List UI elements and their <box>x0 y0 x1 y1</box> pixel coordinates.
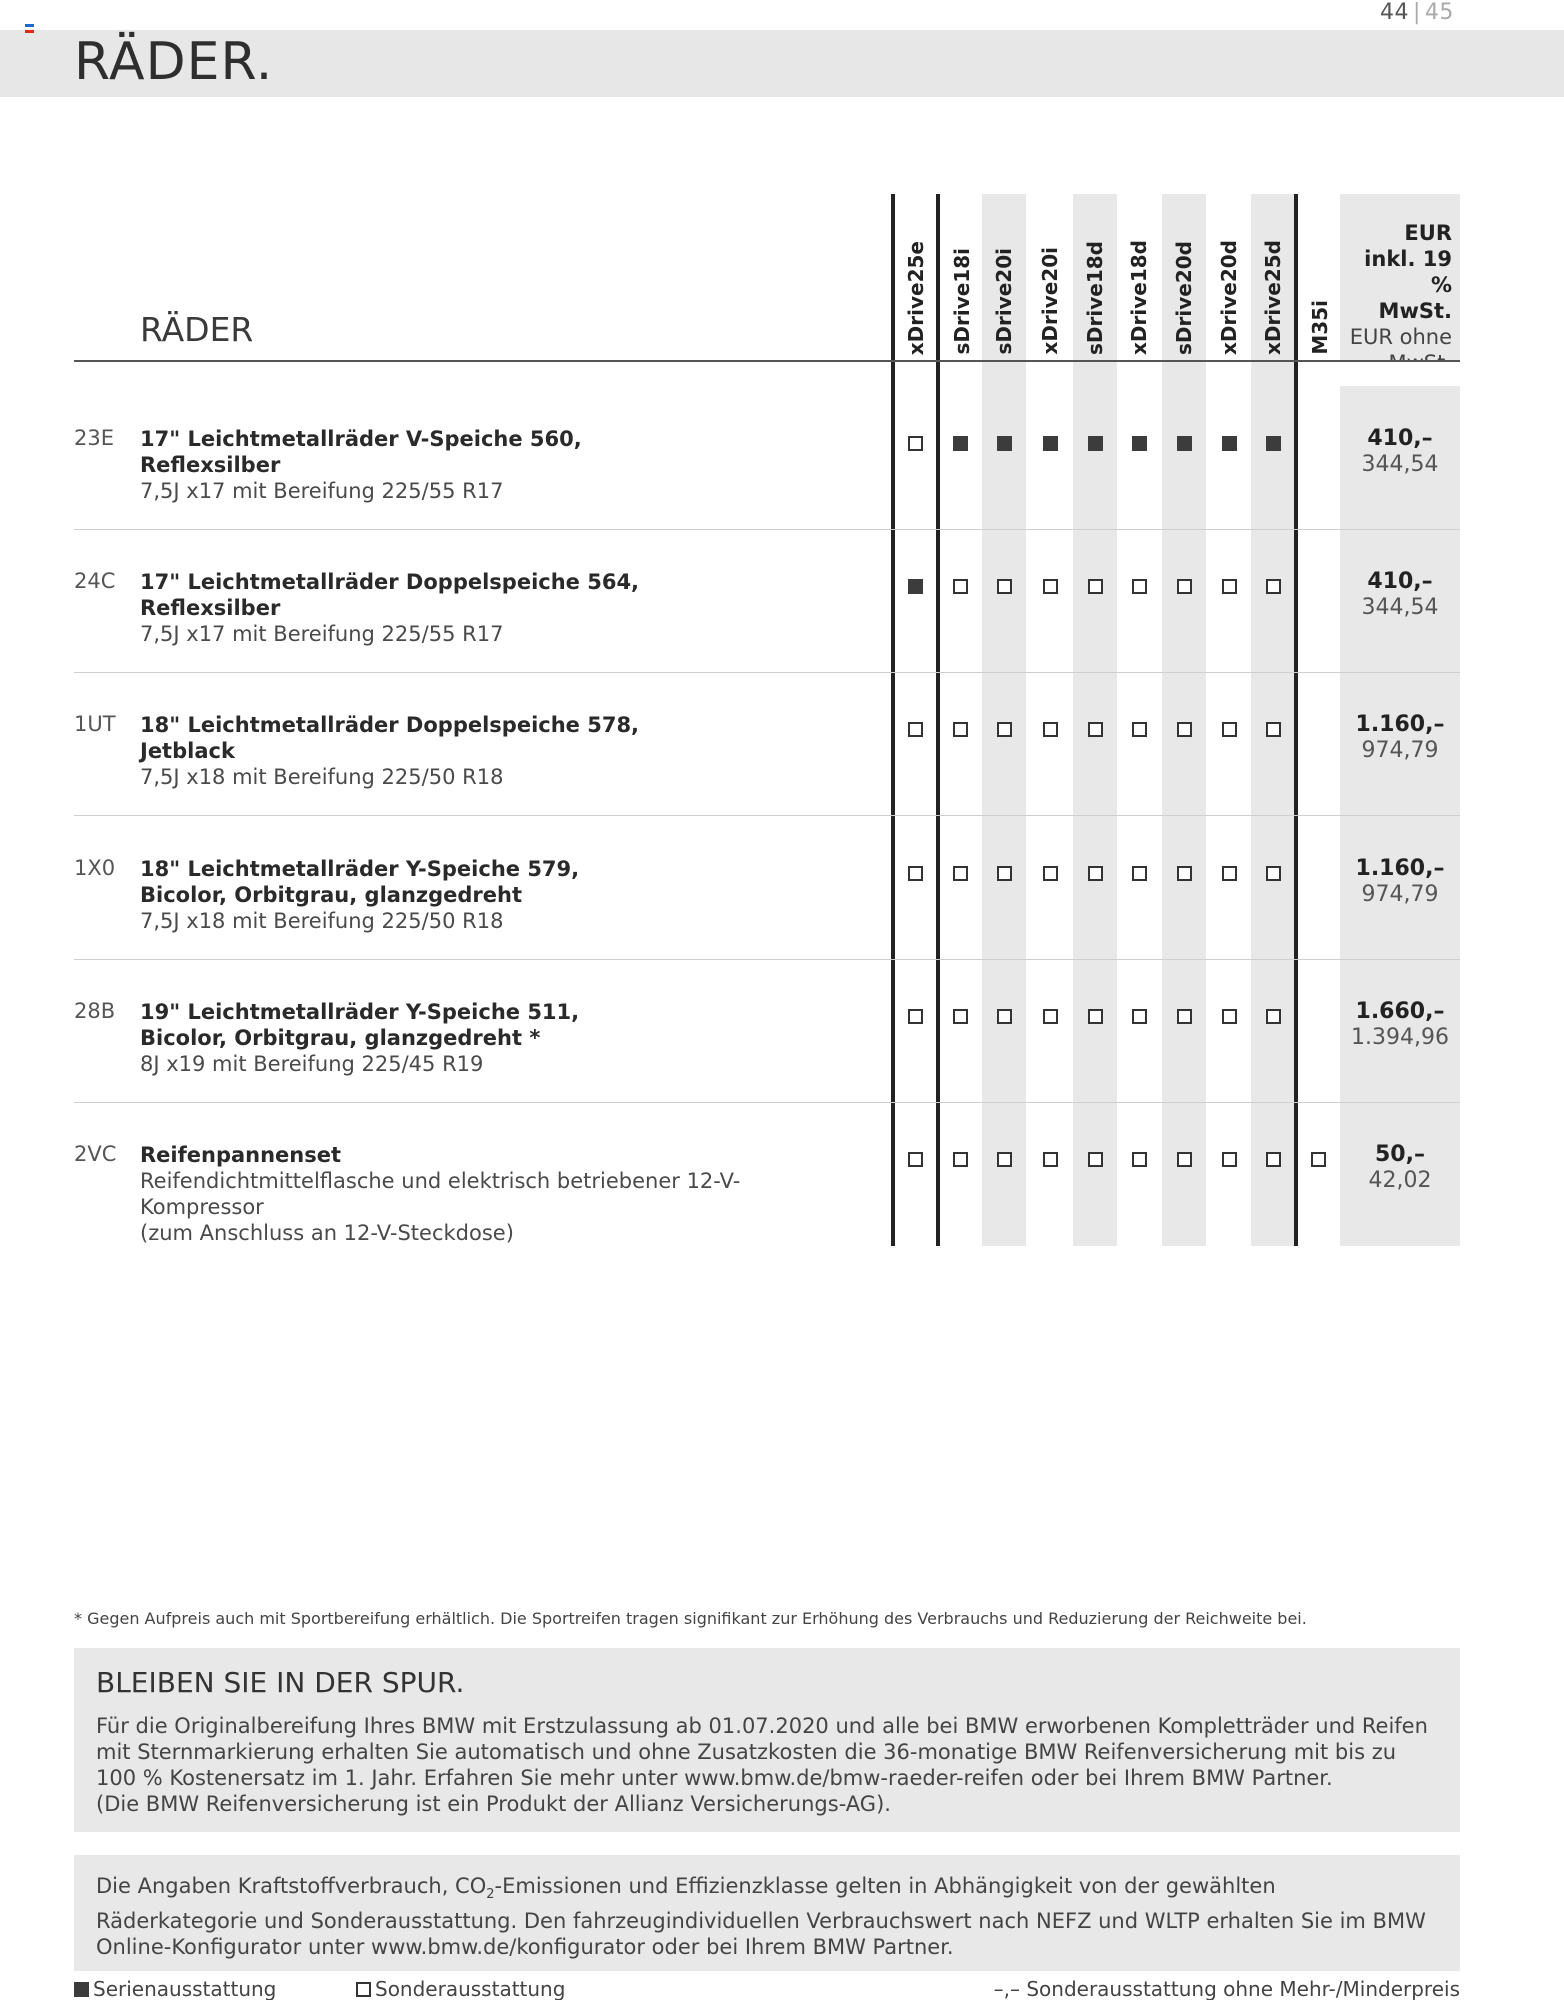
price-incl-vat: 410,– <box>1367 569 1433 594</box>
row-divider <box>74 672 1460 673</box>
option-spec: Reifendichtmittelflasche und elektrisch betriebener 12-V-Kompressor <box>140 1169 741 1219</box>
page-title: RÄDER. <box>74 32 274 92</box>
price-excl-vat: 974,79 <box>1361 882 1439 907</box>
option-name: 17" Leichtmetallräder V-Speiche 560, <box>140 427 582 451</box>
standard-equipment-marker <box>908 579 923 594</box>
optional-equipment-marker <box>908 722 923 737</box>
optional-equipment-marker <box>997 1009 1012 1024</box>
row-divider <box>74 815 1460 816</box>
consumption-text: Die Angaben Kraftstoffverbrauch, $CO_2$-Emissionen und Effizienzklasse gelten in Abhängigkeit von der gewählten Räderkategorie und Sonderausstattung. Den fahrzeugindividuellen Verbrauchswert nach NEFZ und WLTP erhalten Sie im BMW Online-Konfigurator unter www.bmw.de/konfigurator oder bei Ihrem BMW Partner. <box>96 1874 1426 1960</box>
row-divider <box>74 1102 1460 1103</box>
optional-equipment-marker <box>1266 1152 1281 1167</box>
option-spec: 8J x19 mit Bereifung 225/45 R19 <box>140 1052 484 1076</box>
optional-equipment-marker <box>1132 579 1147 594</box>
option-spec: 7,5J x17 mit Bereifung 225/55 R17 <box>140 479 504 503</box>
table-section-label: RÄDER <box>140 310 254 349</box>
optional-equipment-marker <box>1266 579 1281 594</box>
table-row <box>0 1124 1564 1267</box>
option-name: Bicolor, Orbitgrau, glanzgedreht * <box>140 1026 541 1050</box>
optional-equipment-marker <box>1043 579 1058 594</box>
flag-icon <box>25 24 34 33</box>
page-number <box>1380 0 1454 25</box>
option-name: 17" Leichtmetallräder Doppelspeiche 564, <box>140 570 640 594</box>
optional-equipment-marker <box>1088 722 1103 737</box>
price-excl-vat: 1.394,96 <box>1351 1025 1449 1050</box>
price-column-header: EUR inkl. 19 % MwSt. EUR ohne <box>1349 221 1452 349</box>
column-header: xDrive20i <box>1038 247 1062 355</box>
optional-equipment-marker <box>1177 579 1192 594</box>
standard-equipment-marker <box>1222 436 1237 451</box>
optional-equipment-marker <box>1088 1152 1103 1167</box>
optional-equipment-marker <box>1043 866 1058 881</box>
current-page: 44 <box>1380 0 1409 25</box>
option-description <box>140 426 860 504</box>
option-code: 1X0 <box>74 856 116 880</box>
optional-equipment-marker <box>1177 1152 1192 1167</box>
option-name: Reifenpannenset <box>140 1143 342 1167</box>
option-name: Reflexsilber <box>140 453 281 477</box>
price-excl-vat: 974,79 <box>1361 738 1439 763</box>
tire-insurance-heading: BLEIBEN SIE IN DER SPUR. <box>96 1666 465 1699</box>
column-header: sDrive20d <box>1172 241 1196 355</box>
row-divider <box>74 959 1460 960</box>
optional-equipment-marker <box>908 436 923 451</box>
column-header: xDrive18d <box>1127 240 1151 355</box>
option-name: 18" Leichtmetallräder Doppelspeiche 578, <box>140 713 640 737</box>
legend-optional: Sonderausstattung <box>356 1977 565 2000</box>
option-code: 2VC <box>74 1142 117 1166</box>
optional-equipment-marker <box>1222 866 1237 881</box>
header-gap <box>982 362 1460 386</box>
filled-square-icon <box>74 1982 89 1997</box>
optional-equipment-marker <box>997 722 1012 737</box>
option-name: Reflexsilber <box>140 596 281 620</box>
option-code: 1UT <box>74 712 116 736</box>
option-description <box>140 1142 860 1246</box>
option-name: 18" Leichtmetallräder Y-Speiche 579, <box>140 857 580 881</box>
option-code: 28B <box>74 999 116 1023</box>
optional-equipment-marker <box>1222 1009 1237 1024</box>
legend-standard: Serienausstattung <box>74 1977 276 2000</box>
optional-equipment-marker <box>1088 579 1103 594</box>
optional-equipment-marker <box>1132 866 1147 881</box>
option-name: 19" Leichtmetallräder Y-Speiche 511, <box>140 1000 580 1024</box>
column-header: sDrive20i <box>992 248 1016 355</box>
standard-equipment-marker <box>953 436 968 451</box>
option-code: 23E <box>74 426 114 450</box>
price-excl-vat: 344,54 <box>1361 595 1439 620</box>
tire-insurance-text: Für die Originalbereifung Ihres BMW mit Erstzulassung ab 01.07.2020 und alle bei BMW erworbenen Kompletträder und Reifen mit Sternmarkierung erhalten Sie automatisch und ohne Zusatzkosten die 36-monatige BMW Reifenversicherung mit bis zu 100 % Kostenersatz im 1. Jahr. Erfahren Sie mehr unter www.bmw.de/bmw-raeder-reifen oder bei Ihrem BMW Partner. (Die BMW Reifenversicherung ist ein Produkt der Allianz Versicherungs-AG). <box>96 1714 1428 1816</box>
optional-equipment-marker <box>953 722 968 737</box>
optional-equipment-marker <box>1177 866 1192 881</box>
standard-equipment-marker <box>997 436 1012 451</box>
footnote: * Gegen Aufpreis auch mit Sportbereifung erhältlich. Die Sportreifen tragen signifikant zur Erhöhung des Verbrauchs und Reduzierung der Reichweite bei. <box>74 1609 1307 1628</box>
optional-equipment-marker <box>1043 1152 1058 1167</box>
price-incl-vat: 1.660,– <box>1355 999 1445 1024</box>
optional-equipment-marker <box>1177 1009 1192 1024</box>
optional-equipment-marker <box>1311 1152 1326 1167</box>
optional-equipment-marker <box>908 866 923 881</box>
price-incl-vat: 1.160,– <box>1355 712 1445 737</box>
optional-equipment-marker <box>908 1009 923 1024</box>
optional-equipment-marker <box>1132 1152 1147 1167</box>
optional-equipment-marker <box>953 1152 968 1167</box>
option-spec: 7,5J x18 mit Bereifung 225/50 R18 <box>140 765 504 789</box>
optional-equipment-marker <box>1088 1009 1103 1024</box>
price-excl-vat: 42,02 <box>1368 1168 1432 1193</box>
page-separator: | <box>1413 0 1421 25</box>
optional-equipment-marker <box>997 866 1012 881</box>
option-price <box>1340 426 1460 478</box>
option-price <box>1340 1142 1460 1194</box>
column-header: sDrive18d <box>1083 241 1107 355</box>
option-name: Bicolor, Orbitgrau, glanzgedreht <box>140 883 523 907</box>
option-price <box>1340 856 1460 908</box>
standard-equipment-marker <box>1266 436 1281 451</box>
optional-equipment-marker <box>1132 1009 1147 1024</box>
column-header: xDrive25e <box>904 240 928 355</box>
standard-equipment-marker <box>1132 436 1147 451</box>
option-description <box>140 569 860 647</box>
price-incl-vat: 1.160,– <box>1355 856 1445 881</box>
standard-equipment-marker <box>1043 436 1058 451</box>
legend-no-price: –,– Sonderausstattung ohne Mehr-/Minderpreis <box>993 1977 1460 2000</box>
optional-equipment-marker <box>953 866 968 881</box>
column-header: xDrive20d <box>1217 240 1241 355</box>
option-spec: (zum Anschluss an 12-V-Steckdose) <box>140 1221 514 1245</box>
optional-equipment-marker <box>1266 866 1281 881</box>
option-description <box>140 999 860 1077</box>
optional-equipment-marker <box>997 579 1012 594</box>
optional-equipment-marker <box>1222 1152 1237 1167</box>
consumption-info-box <box>74 1855 1460 1971</box>
next-page: 45 <box>1424 0 1454 25</box>
price-incl-vat: 410,– <box>1367 426 1433 451</box>
row-divider <box>74 529 1460 530</box>
optional-equipment-marker <box>997 1152 1012 1167</box>
tire-insurance-box <box>74 1648 1460 1832</box>
option-description <box>140 712 860 790</box>
option-name: Jetblack <box>140 739 235 763</box>
price-incl-vat: 50,– <box>1375 1142 1425 1167</box>
optional-equipment-marker <box>1222 579 1237 594</box>
optional-equipment-marker <box>1266 722 1281 737</box>
standard-equipment-marker <box>1088 436 1103 451</box>
optional-equipment-marker <box>1043 722 1058 737</box>
optional-equipment-marker <box>1177 722 1192 737</box>
column-header: sDrive18i <box>950 248 974 355</box>
column-header: xDrive25d <box>1261 240 1285 355</box>
optional-equipment-marker <box>1088 866 1103 881</box>
optional-equipment-marker <box>1043 1009 1058 1024</box>
optional-equipment-marker <box>908 1152 923 1167</box>
option-price <box>1340 999 1460 1051</box>
legend <box>74 1977 1460 2000</box>
option-price <box>1340 569 1460 621</box>
optional-equipment-marker <box>1222 722 1237 737</box>
empty-square-icon <box>356 1982 371 1997</box>
option-spec: 7,5J x17 mit Bereifung 225/55 R17 <box>140 622 504 646</box>
standard-equipment-marker <box>1177 436 1192 451</box>
option-code: 24C <box>74 569 116 593</box>
column-header: M35i <box>1308 300 1332 355</box>
optional-equipment-marker <box>953 1009 968 1024</box>
optional-equipment-marker <box>953 579 968 594</box>
option-description <box>140 856 860 934</box>
option-price <box>1340 712 1460 764</box>
option-spec: 7,5J x18 mit Bereifung 225/50 R18 <box>140 909 504 933</box>
optional-equipment-marker <box>1266 1009 1281 1024</box>
price-excl-vat: 344,54 <box>1361 452 1439 477</box>
optional-equipment-marker <box>1132 722 1147 737</box>
